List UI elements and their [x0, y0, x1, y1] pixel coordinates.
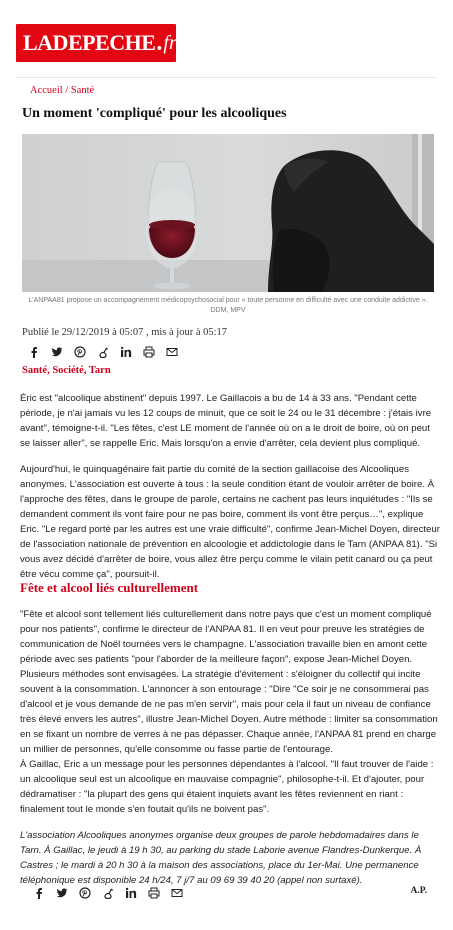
flipboard-icon[interactable]: [102, 887, 114, 899]
site-logo[interactable]: [16, 24, 176, 62]
article-paragraph: Éric est "alcoolique abstinent" depuis 1997. Le Gaillacois a bu de 14 à 33 ans. "Pendant cette période, je n'ai jamais vu les 12 coups de minuit, que ce soit le 24 ou le 31 décembre : j'étais ivre avant", témoigne-t-il. "Les fêtes, c'est LE moment de l'année où on a le droit de boire, où on peut se laisser aller", se rappelle Eric. Mais lorsqu'on a envie d'arrêter, cela devient plus compliqué.: [20, 393, 432, 449]
print-icon[interactable]: [143, 346, 155, 358]
breadcrumb-home-link[interactable]: Accueil: [30, 85, 63, 96]
photo-caption: L'ANPAA81 propose un accompagnement médicopsychosocial pour « toute personne en difficulté avec une conduite addictive ». DDM, MPV: [28, 297, 428, 314]
email-icon[interactable]: [166, 346, 178, 358]
article-tags[interactable]: Santé, Société, Tarn: [22, 365, 111, 376]
publication-date: Publié le 29/12/2019 à 05:07 , mis à jour à 05:17: [22, 327, 228, 338]
article-author: A.P.: [410, 886, 427, 896]
pinterest-icon[interactable]: [74, 346, 86, 358]
facebook-icon[interactable]: [28, 346, 40, 358]
article-info-note: L'association Alcooliques anonymes organise deux groupes de parole hebdomadaires dans le Tarn. À Gaillac, le jeudi à 19 h 30, au parking du stade Laborie avenue Flandres-Dunkerque. À Castres ; le mardi à 20 h 30 à la maison des associations, place du 1er-Mai. Une permanence téléphonique est disponible 24 h/24, 7 j/7 au 09 69 39 40 20 (appel non surtaxé).: [20, 830, 422, 886]
breadcrumb-section-link[interactable]: Santé: [70, 85, 95, 96]
logo-ext: fr: [163, 31, 177, 54]
linkedin-icon[interactable]: [120, 346, 132, 358]
article-title: Un moment 'compliqué' pour les alcooliques: [22, 106, 287, 121]
breadcrumb-separator: /: [62, 85, 71, 96]
header-divider: [16, 77, 437, 78]
linkedin-icon[interactable]: [125, 887, 137, 899]
logo-dot: .: [156, 29, 163, 56]
facebook-icon[interactable]: [33, 887, 45, 899]
pinterest-icon[interactable]: [79, 887, 91, 899]
article-paragraph: Aujourd'hui, le quinquagénaire fait partie du comité de la section gaillacoise des Alcooliques anonymes. L'association est ouverte à tous : la seule condition étant de vouloir arrêter de boire. À l'approche des fêtes, dans le groupe de parole, certains ne cachent pas leurs inquiétudes : "Ils se demandent comment ils vont faire pour ne pas boire, comment ils vont être perçus…", explique Eric. "Le regard porté par les autres est une vraie difficulté", confirme Jean-Michel Doyen, directeur de l'association nationale de prévention en alcoologie et addictologie dans le Tarn (ANPAA 81). "Si vous avez décidé d'arrêter de boire, vous allez être perçu comme le vilain petit canard ou ça peut être vécu comme ça", poursuit-il.: [20, 464, 440, 580]
breadcrumb: [30, 85, 94, 96]
twitter-icon[interactable]: [51, 346, 63, 358]
article-subheading: Fête et alcool liés culturellement: [20, 580, 199, 595]
article-paragraph: "Fête et alcool sont tellement liés culturellement dans notre pays que c'est un moment compliqué pour nos patients", confirme le directeur de l'ANPAA 81. Il en veut pour preuve les stratégies de communication de Noël tournées vers le champagne. L'association travaille bien en amont cette période avec ses patients "pour l'aborder de la meilleure façon", expose Jean-Michel Doyen. Plusieurs méthodes sont envisagées. La stratégie d'évitement : s'éloigner du collectif qui incite souvent à la consommation. L'annoncer à son entourage : "Dire ''Ce soir je ne consommerai pas d'alcool et je vous demande de ne pas m'en servir", mais pour cela il faut un niveau de confiance très élevé envers les autres", illustre Jean-Michel Doyen. Autre méthode : limiter sa consommation en se fixant un nombre de verres à ne pas dépasser. Chaque année, l'ANPAA 81 prend en charge un millier de personnes, qu'elle consomme ou fasse partie de l'entourage.: [20, 609, 438, 755]
email-icon[interactable]: [171, 887, 183, 899]
share-bar-top: [28, 346, 189, 358]
flipboard-icon[interactable]: [97, 346, 109, 358]
print-icon[interactable]: [148, 887, 160, 899]
article-photo: [22, 134, 434, 292]
share-bar-bottom: [33, 887, 194, 899]
logo-name: LADEPECHE: [23, 30, 156, 55]
article-paragraph: À Gaillac, Eric a un message pour les personnes dépendantes à l'alcool. "Il faut trouver de l'aide : un alcoolique seul est un alcoolique en mauvaise compagnie", philosophe-t-il. Et d'ajouter, pour dédramatiser : "la plupart des gens qui étaient inquiets avant les fêtes reviennent en riant : finalement tout le monde s'en foutait qu'ils ne boivent pas".: [20, 759, 434, 815]
twitter-icon[interactable]: [56, 887, 68, 899]
